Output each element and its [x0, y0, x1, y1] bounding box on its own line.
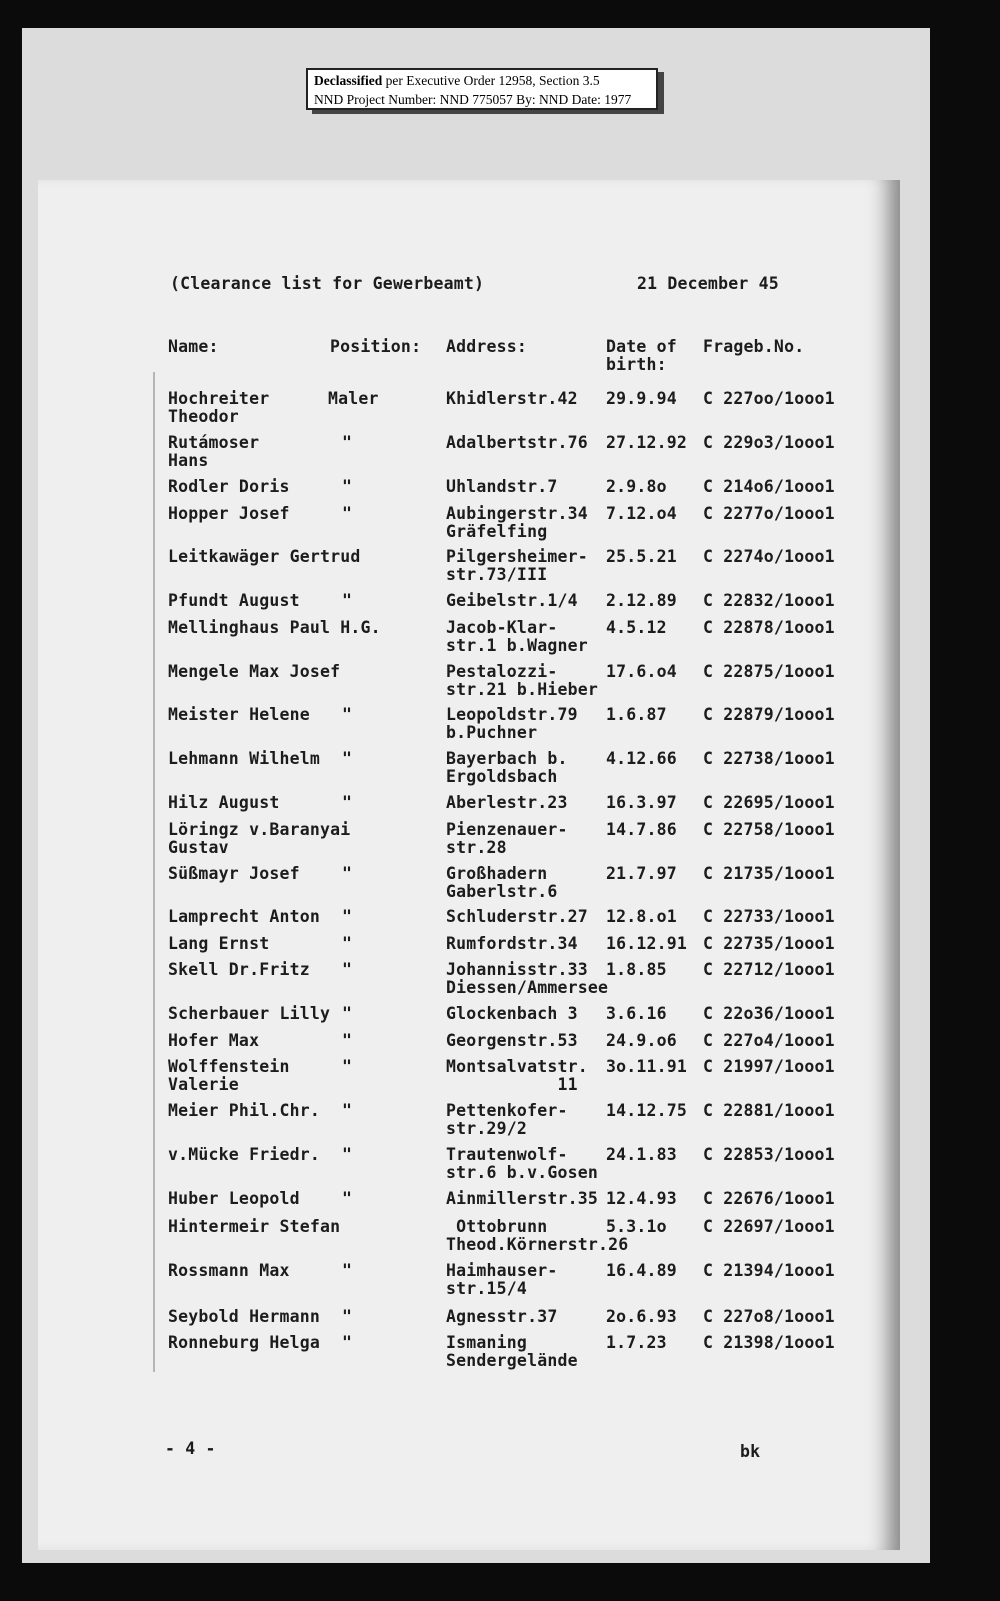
cell-address: Pettenkofer- str.29/2	[446, 1101, 568, 1138]
cell-frageb: C 2274o/1ooo1	[703, 547, 835, 566]
cell-name: Lamprecht Anton	[168, 907, 321, 926]
cell-dob: 17.6.o4	[606, 662, 677, 681]
cell-name: Mengele Max Josef	[168, 662, 341, 681]
cell-dob: 4.5.12	[606, 618, 667, 637]
cell-position: "	[342, 749, 353, 768]
cell-address: Ismaning Sendergelände	[446, 1333, 578, 1370]
cell-address: Pestalozzi- str.21 b.Hieber	[446, 662, 599, 699]
col-dob-header: Date of birth:	[606, 337, 677, 374]
cell-dob: 29.9.94	[606, 389, 677, 408]
cell-frageb: C 227o4/1ooo1	[703, 1031, 835, 1050]
cell-name: Meier Phil.Chr.	[168, 1101, 321, 1120]
cell-address: Uhlandstr.7	[446, 477, 558, 496]
stamp-line2: NND Project Number: NND 775057 By: NND Date: 1977	[314, 92, 632, 107]
cell-dob: 14.12.75	[606, 1101, 688, 1120]
cell-position: "	[342, 864, 353, 883]
stamp-bold: Declassified	[314, 73, 383, 88]
cell-dob: 2o.6.93	[606, 1307, 677, 1326]
cell-dob: 1.7.23	[606, 1333, 667, 1352]
cell-address: Montsalvatstr. 11	[446, 1057, 588, 1094]
cell-dob: 3.6.16	[606, 1004, 667, 1023]
cell-name: Ronneburg Helga	[168, 1333, 321, 1352]
cell-address: Aubingerstr.34 Gräfelfing	[446, 504, 588, 541]
cell-address: Pilgersheimer- str.73/III	[446, 547, 588, 584]
cell-position: "	[342, 907, 353, 926]
cell-frageb: C 22879/1ooo1	[703, 705, 835, 724]
cell-name: Hintermeir Stefan	[168, 1217, 341, 1236]
cell-name: Rodler Doris	[168, 477, 290, 496]
cell-dob: 16.12.91	[606, 934, 688, 953]
margin-line	[153, 372, 155, 1372]
cell-position: "	[342, 1004, 353, 1023]
cell-frageb: C 22o36/1ooo1	[703, 1004, 835, 1023]
cell-position: "	[342, 934, 353, 953]
cell-position: "	[342, 1261, 353, 1280]
cell-dob: 12.8.o1	[606, 907, 677, 926]
cell-address: Ottobrunn Theod.Körnerstr.26	[446, 1217, 629, 1254]
cell-name: Lang Ernst	[168, 934, 270, 953]
cell-name: Seybold Hermann	[168, 1307, 321, 1326]
cell-dob: 2.12.89	[606, 591, 677, 610]
cell-dob: 16.4.89	[606, 1261, 677, 1280]
cell-address: Rumfordstr.34	[446, 934, 578, 953]
cell-address: Schluderstr.27	[446, 907, 588, 926]
cell-name: Pfundt August	[168, 591, 300, 610]
cell-position: "	[342, 1031, 353, 1050]
typist-initials: bk	[740, 1442, 761, 1461]
cell-frageb: C 22758/1ooo1	[703, 820, 835, 839]
cell-frageb: C 214o6/1ooo1	[703, 477, 835, 496]
col-position-header: Position:	[330, 337, 422, 356]
cell-dob: 2.9.8o	[606, 477, 667, 496]
cell-dob: 3o.11.91	[606, 1057, 688, 1076]
cell-position: "	[342, 1145, 353, 1164]
cell-address: Agnesstr.37	[446, 1307, 558, 1326]
cell-name: Hochreiter Theodor	[168, 389, 270, 426]
cell-address: Khidlerstr.42	[446, 389, 578, 408]
cell-dob: 21.7.97	[606, 864, 677, 883]
cell-frageb: C 22853/1ooo1	[703, 1145, 835, 1164]
cell-address: Georgenstr.53	[446, 1031, 578, 1050]
cell-frageb: C 21394/1ooo1	[703, 1261, 835, 1280]
cell-name: Süßmayr Josef	[168, 864, 300, 883]
cell-position: "	[342, 1189, 353, 1208]
document-title: (Clearance list for Gewerbeamt)	[170, 274, 485, 293]
cell-position: "	[342, 1101, 353, 1120]
cell-name: v.Mücke Friedr.	[168, 1145, 321, 1164]
cell-name: Wolffenstein Valerie	[168, 1057, 290, 1094]
cell-frageb: C 22695/1ooo1	[703, 793, 835, 812]
cell-dob: 1.8.85	[606, 960, 667, 979]
cell-address: Adalbertstr.76	[446, 433, 588, 452]
cell-dob: 4.12.66	[606, 749, 677, 768]
cell-address: Bayerbach b. Ergoldsbach	[446, 749, 568, 786]
cell-position: "	[342, 1057, 353, 1076]
cell-frageb: C 22832/1ooo1	[703, 591, 835, 610]
cell-name: Rutámoser Hans	[168, 433, 260, 470]
cell-name: Lehmann Wilhelm	[168, 749, 321, 768]
cell-dob: 27.12.92	[606, 433, 688, 452]
cell-frageb: C 22875/1ooo1	[703, 662, 835, 681]
cell-dob: 14.7.86	[606, 820, 677, 839]
cell-address: Haimhauser- str.15/4	[446, 1261, 558, 1298]
col-name-header: Name:	[168, 337, 219, 356]
cell-address: Ainmillerstr.35	[446, 1189, 599, 1208]
cell-position: Maler	[328, 389, 379, 408]
cell-name: Mellinghaus Paul H.G.	[168, 618, 381, 637]
cell-frageb: C 22881/1ooo1	[703, 1101, 835, 1120]
cell-frageb: C 229o3/1ooo1	[703, 433, 835, 452]
cell-dob: 7.12.o4	[606, 504, 677, 523]
cell-frageb: C 21997/1ooo1	[703, 1057, 835, 1076]
col-address-header: Address:	[446, 337, 528, 356]
col-frageb-header: Frageb.No.	[703, 337, 805, 356]
cell-frageb: C 21398/1ooo1	[703, 1333, 835, 1352]
cell-frageb: C 22733/1ooo1	[703, 907, 835, 926]
cell-address: Aberlestr.23	[446, 793, 568, 812]
cell-name: Meister Helene	[168, 705, 310, 724]
cell-name: Hilz August	[168, 793, 280, 812]
cell-dob: 12.4.93	[606, 1189, 677, 1208]
cell-dob: 16.3.97	[606, 793, 677, 812]
stamp-line1: per Executive Order 12958, Section 3.5	[382, 73, 600, 88]
cell-position: "	[342, 793, 353, 812]
cell-address: Johannisstr.33 Diessen/Ammersee	[446, 960, 609, 997]
cell-position: "	[342, 1333, 353, 1352]
cell-address: Geibelstr.1/4	[446, 591, 578, 610]
cell-address: Jacob-Klar- str.1 b.Wagner	[446, 618, 588, 655]
cell-address: Glockenbach 3	[446, 1004, 578, 1023]
cell-frageb: C 22676/1ooo1	[703, 1189, 835, 1208]
cell-position: "	[342, 433, 353, 452]
cell-dob: 24.1.83	[606, 1145, 677, 1164]
cell-dob: 25.5.21	[606, 547, 677, 566]
cell-dob: 24.9.o6	[606, 1031, 677, 1050]
cell-address: Leopoldstr.79 b.Puchner	[446, 705, 578, 742]
cell-position: "	[342, 504, 353, 523]
cell-frageb: C 22878/1ooo1	[703, 618, 835, 637]
cell-name: Skell Dr.Fritz	[168, 960, 310, 979]
cell-frageb: C 21735/1ooo1	[703, 864, 835, 883]
cell-position: "	[342, 477, 353, 496]
cell-name: Scherbauer Lilly	[168, 1004, 331, 1023]
page-number: - 4 -	[165, 1439, 216, 1458]
cell-frageb: C 227oo/1ooo1	[703, 389, 835, 408]
cell-name: Huber Leopold	[168, 1189, 300, 1208]
cell-position: "	[342, 960, 353, 979]
cell-dob: 1.6.87	[606, 705, 667, 724]
cell-position: "	[342, 1307, 353, 1326]
cell-address: Pienzenauer- str.28	[446, 820, 568, 857]
declassification-stamp	[306, 68, 658, 110]
document-date: 21 December 45	[637, 274, 779, 293]
cell-dob: 5.3.1o	[606, 1217, 667, 1236]
cell-frageb: C 2277o/1ooo1	[703, 504, 835, 523]
cell-position: "	[342, 591, 353, 610]
cell-address: Trautenwolf- str.6 b.v.Gosen	[446, 1145, 599, 1182]
cell-frageb: C 22697/1ooo1	[703, 1217, 835, 1236]
cell-address: Großhadern Gaberlstr.6	[446, 864, 558, 901]
cell-name: Rossmann Max	[168, 1261, 290, 1280]
cell-frageb: C 22738/1ooo1	[703, 749, 835, 768]
cell-name: Löringz v.Baranyai Gustav	[168, 820, 351, 857]
cell-frageb: C 227o8/1ooo1	[703, 1307, 835, 1326]
cell-frageb: C 22735/1ooo1	[703, 934, 835, 953]
cell-name: Leitkawäger Gertrud	[168, 547, 361, 566]
cell-name: Hofer Max	[168, 1031, 260, 1050]
cell-frageb: C 22712/1ooo1	[703, 960, 835, 979]
cell-name: Hopper Josef	[168, 504, 290, 523]
cell-position: "	[342, 705, 353, 724]
